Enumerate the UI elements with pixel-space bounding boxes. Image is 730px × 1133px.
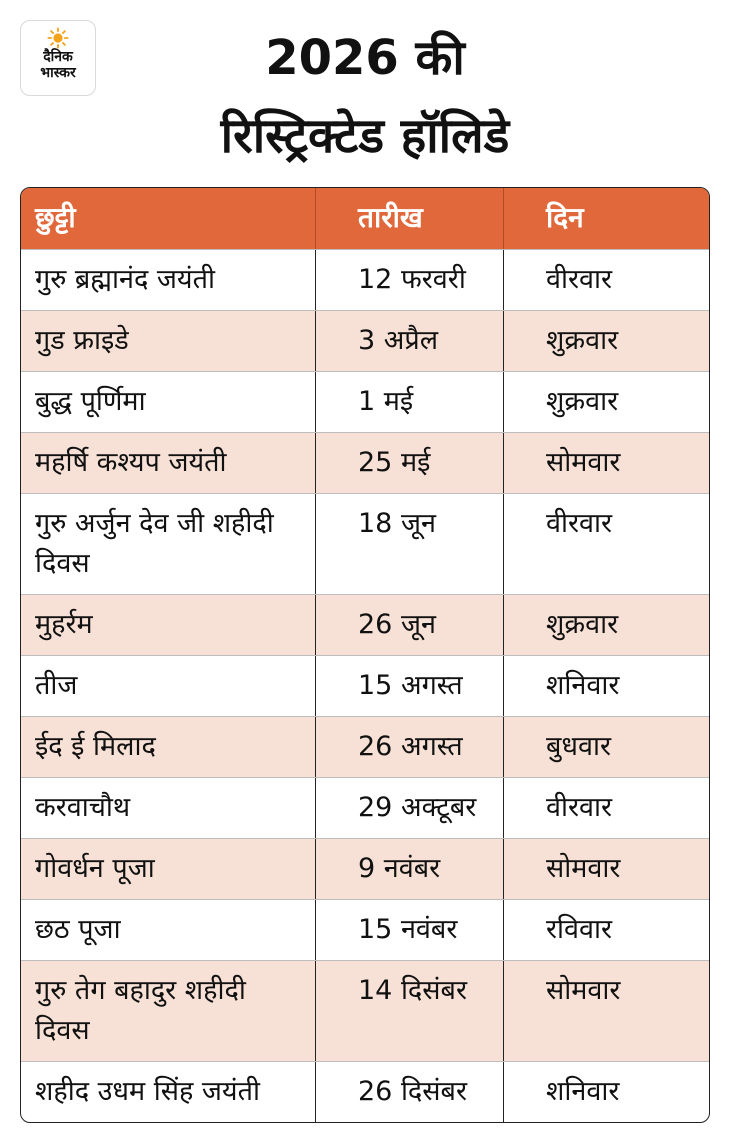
table-row [21,838,709,899]
holiday-cell: गुड फ्राइडे [35,325,129,356]
column-header-day: दिन [503,188,709,249]
holiday-cell: गुरु अर्जुन देव जी शहीदी दिवस [35,508,274,579]
date-cell: 15 नवंबर [315,900,503,960]
brand-line-1: दैनिक [43,49,73,65]
day-cell: शनिवार [503,1062,709,1122]
table-row [21,1061,709,1122]
table-row [21,371,709,432]
page-title-line-1: 2026 की [265,30,465,86]
table-row [21,716,709,777]
date-cell: 26 अगस्त [315,717,503,777]
table-row [21,594,709,655]
date-cell: 3 अप्रैल [315,311,503,371]
table-row [21,310,709,371]
holiday-table [20,187,710,1123]
table-row [21,493,709,594]
holiday-cell: महर्षि कश्यप जयंती [35,447,227,478]
table-row [21,777,709,838]
holiday-cell: ईद ई मिलाद [35,731,156,762]
page-title-line-2: रिस्ट्रिक्टेड हॉलिडे [220,108,510,164]
day-cell: शुक्रवार [503,595,709,655]
day-cell: शुक्रवार [503,372,709,432]
column-header-date: तारीख [315,188,503,249]
date-cell: 12 फरवरी [315,250,503,310]
date-cell: 1 मई [315,372,503,432]
holiday-cell: गुरु तेग बहादुर शहीदी दिवस [35,975,246,1046]
table-row [21,960,709,1061]
holiday-cell: शहीद उधम सिंह जयंती [35,1076,260,1107]
day-cell: शनिवार [503,656,709,716]
day-cell: सोमवार [503,433,709,493]
date-cell: 9 नवंबर [315,839,503,899]
table-row [21,432,709,493]
holiday-cell: करवाचौथ [35,792,131,823]
table-row [21,899,709,960]
table-row [21,249,709,310]
day-cell: बुधवार [503,717,709,777]
holiday-cell: छठ पूजा [35,914,121,945]
day-cell: सोमवार [503,961,709,1061]
day-cell: सोमवार [503,839,709,899]
day-cell: वीरवार [503,778,709,838]
date-cell: 15 अगस्त [315,656,503,716]
day-cell: वीरवार [503,250,709,310]
date-cell: 25 मई [315,433,503,493]
table-header-row [21,188,709,249]
holiday-cell: गुरु ब्रह्मानंद जयंती [35,264,215,295]
date-cell: 26 दिसंबर [315,1062,503,1122]
holiday-cell: बुद्ध पूर्णिमा [35,386,146,417]
column-header-holiday: छुट्टी [35,201,76,234]
date-cell: 26 जून [315,595,503,655]
day-cell: वीरवार [503,494,709,594]
day-cell: शुक्रवार [503,311,709,371]
date-cell: 29 अक्टूबर [315,778,503,838]
date-cell: 14 दिसंबर [315,961,503,1061]
holiday-cell: तीज [35,670,78,701]
date-cell: 18 जून [315,494,503,594]
holiday-cell: मुहर्रम [35,609,93,640]
brand-line-2: भास्कर [40,65,76,81]
holiday-cell: गोवर्धन पूजा [35,853,155,884]
day-cell: रविवार [503,900,709,960]
table-row [21,655,709,716]
